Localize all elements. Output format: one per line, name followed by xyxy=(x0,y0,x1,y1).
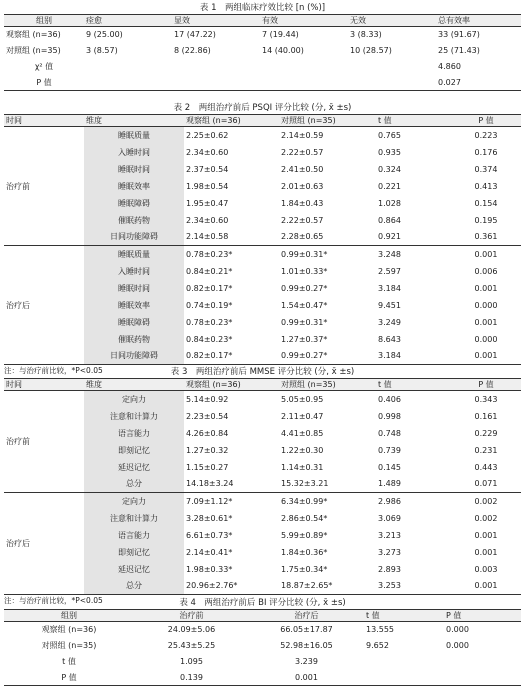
table-cell: 3.273 xyxy=(378,547,401,557)
table-cell xyxy=(444,670,521,686)
table-2-note: 注：与治疗前比较，*P<0.05 xyxy=(4,366,103,375)
table-cell xyxy=(444,654,521,670)
dimension-label: 睡眠质量 xyxy=(84,127,184,144)
dimension-label: 日间功能障碍 xyxy=(84,348,184,365)
table-cell: 2.01±0.63 xyxy=(281,181,324,191)
table-cell: 2.986 xyxy=(378,496,401,506)
table-cell: 2.893 xyxy=(378,564,401,574)
table-cell: 0.229 xyxy=(474,428,498,438)
table-cell: 1.95±0.47 xyxy=(186,198,229,208)
table-1-section xyxy=(4,2,521,91)
table-cell: 0.000 xyxy=(474,300,498,310)
table-cell xyxy=(348,59,436,75)
table-3-header-cell: 维度 xyxy=(86,380,102,389)
table-1-header-cell: 组别 xyxy=(36,16,52,25)
table-1-header-cell: 显效 xyxy=(174,16,190,25)
table-2-header-cell: 观察组 (n=36) xyxy=(186,116,241,125)
table-cell: 0.176 xyxy=(474,147,498,157)
table-cell: 7.09±1.12* xyxy=(186,496,233,506)
table-cell: 2.22±0.57 xyxy=(281,215,324,225)
table-cell: 1.75±0.34* xyxy=(281,564,328,574)
table-cell: 观察组 (n=36) xyxy=(41,625,97,635)
table-cell: 1.84±0.43 xyxy=(281,198,324,208)
table-cell: 对照组 (n=35) xyxy=(41,641,97,650)
table-cell: 0.139 xyxy=(180,672,203,682)
table-cell: 0.001 xyxy=(474,581,498,591)
table-cell: 0.027 xyxy=(438,77,461,87)
table-cell xyxy=(260,59,348,75)
table-row xyxy=(4,27,521,43)
group-label: 治疗后 xyxy=(6,300,30,310)
table-cell: 2.34±0.60 xyxy=(186,215,229,225)
dimension-label: 睡眠障碍 xyxy=(84,195,184,212)
table-cell xyxy=(364,670,444,686)
table-cell: 0.001 xyxy=(474,351,498,361)
table-cell: 0.361 xyxy=(474,232,498,242)
dimension-label: 睡眠质量 xyxy=(84,246,184,263)
table-cell: 8.643 xyxy=(378,334,401,344)
table-3-header-cell: P 值 xyxy=(478,380,494,389)
table-cell: 0.413 xyxy=(474,181,498,191)
table-cell: 1.01±0.33* xyxy=(281,266,328,276)
table-3-header-cell: t 值 xyxy=(378,380,392,389)
table-2-header-cell: P 值 xyxy=(478,116,494,125)
table-cell: 9.451 xyxy=(378,300,401,310)
table-cell: 1.22±0.30 xyxy=(281,445,324,455)
table-cell xyxy=(84,75,172,91)
table-1-header-cell: 有效 xyxy=(262,16,278,25)
table-row xyxy=(4,59,521,75)
table-cell: 1.98±0.33* xyxy=(186,564,233,574)
table-cell: 13.555 xyxy=(366,625,394,635)
table-cell: 6.34±0.99* xyxy=(281,496,328,506)
table-2 xyxy=(4,114,521,365)
table-3-header-cell: 观察组 (n=36) xyxy=(186,380,241,389)
table-cell: 0.82±0.17* xyxy=(186,351,233,361)
table-cell: 0.000 xyxy=(474,334,498,344)
table-cell: 0.001 xyxy=(474,547,498,557)
table-cell: P 值 xyxy=(36,77,52,87)
table-cell: 2.34±0.60 xyxy=(186,147,229,157)
table-cell: 0.99±0.31* xyxy=(281,249,328,259)
table-cell: 1.98±0.54 xyxy=(186,181,229,191)
table-row xyxy=(4,638,521,654)
dimension-label: 注意和计算力 xyxy=(84,408,184,425)
table-cell: 2.22±0.57 xyxy=(281,147,324,157)
table-cell: 0.221 xyxy=(378,181,401,191)
table-3 xyxy=(4,378,521,595)
table-cell: 0.78±0.23* xyxy=(186,317,233,327)
dimension-label: 睡眠时间 xyxy=(84,161,184,178)
table-cell: 3.184 xyxy=(378,351,401,361)
table-cell: 10 (28.57) xyxy=(350,46,392,55)
table-cell xyxy=(84,59,172,75)
table-row xyxy=(4,654,521,670)
table-cell: 24.09±5.06 xyxy=(167,625,216,635)
table-cell: 0.406 xyxy=(378,394,401,404)
table-cell: 0.001 xyxy=(474,317,498,327)
group-label: 治疗后 xyxy=(6,539,30,548)
dimension-label: 注意和计算力 xyxy=(84,510,184,527)
table-cell: 3.213 xyxy=(378,530,401,540)
table-cell: χ² 值 xyxy=(34,62,54,71)
table-row xyxy=(4,622,521,638)
table-cell: 3.184 xyxy=(378,283,401,293)
table-cell: 7 (19.44) xyxy=(262,30,299,40)
table-4-header-cell: 治疗后 xyxy=(294,611,319,620)
table-cell: 4.41±0.85 xyxy=(281,428,324,438)
table-cell: 对照组 (n=35) xyxy=(6,46,61,55)
table-cell: 0.748 xyxy=(378,428,401,438)
table-cell: 0.001 xyxy=(295,672,318,682)
table-row xyxy=(4,43,521,59)
table-cell: 1.095 xyxy=(180,657,203,666)
table-cell: 1.27±0.32 xyxy=(186,445,229,455)
table-cell: 2.86±0.54* xyxy=(281,513,328,523)
table-cell xyxy=(364,654,444,670)
table-cell: 1.27±0.37* xyxy=(281,334,328,344)
table-cell: 52.98±16.05 xyxy=(280,641,333,650)
table-row xyxy=(4,75,521,91)
table-cell: 14.18±3.24 xyxy=(186,479,234,489)
table-cell: 2.25±0.62 xyxy=(186,130,229,140)
table-cell: 5.99±0.89* xyxy=(281,530,328,540)
table-cell: 0.001 xyxy=(474,530,498,540)
table-3-header-cell: 对照组 (n=35) xyxy=(281,380,336,389)
table-cell: 6.61±0.73* xyxy=(186,530,233,540)
table-cell: 1.54±0.47* xyxy=(281,300,328,310)
table-row xyxy=(4,670,521,686)
table-cell: 0.82±0.17* xyxy=(186,283,233,293)
table-cell: 0.002 xyxy=(474,496,498,506)
dimension-label: 定向力 xyxy=(84,391,184,408)
table-2-header-row xyxy=(4,115,521,127)
table-1-header-row xyxy=(4,15,521,27)
table-cell: 0.343 xyxy=(474,394,498,404)
table-4-title: 表 4 两组治疗前后 BI 评分比较 (分, x̄ ±s) xyxy=(179,598,346,608)
table-cell: 0.921 xyxy=(378,232,401,242)
table-cell: 0.99±0.27* xyxy=(281,283,328,293)
table-4-header-cell: 治疗前 xyxy=(179,611,204,620)
dimension-label: 入睡时间 xyxy=(84,263,184,280)
table-2-header-cell: 对照组 (n=35) xyxy=(281,116,336,125)
table-cell: 3 (8.57) xyxy=(86,46,118,55)
table-cell: 0.998 xyxy=(378,411,401,421)
table-row xyxy=(4,493,521,510)
table-row xyxy=(4,127,521,144)
table-cell: 0.002 xyxy=(474,513,498,523)
table-cell: 0.99±0.31* xyxy=(281,317,328,327)
table-cell: 2.14±0.58 xyxy=(186,232,229,242)
table-cell xyxy=(348,75,436,91)
table-2-title: 表 2 两组治疗前后 PSQI 评分比较 (分, x̄ ±s) xyxy=(173,103,352,113)
table-cell: 3.069 xyxy=(378,513,401,523)
table-cell: 5.14±0.92 xyxy=(186,394,229,404)
table-cell: 18.87±2.65* xyxy=(281,581,333,591)
table-cell: 33 (91.67) xyxy=(438,30,480,40)
dimension-label: 延迟记忆 xyxy=(84,561,184,578)
table-3-title: 表 3 两组治疗前后 MMSE 评分比较 (分, x̄ ±s) xyxy=(170,367,355,377)
table-cell: 2.41±0.50 xyxy=(281,164,324,174)
table-4-header-row xyxy=(4,610,521,622)
table-cell xyxy=(260,75,348,91)
table-cell xyxy=(172,59,260,75)
table-cell: 17 (47.22) xyxy=(174,30,216,40)
table-cell: 4.26±0.84 xyxy=(186,428,229,438)
table-cell: t 值 xyxy=(62,657,76,666)
group-label: 治疗前 xyxy=(6,437,30,446)
table-cell: 0.161 xyxy=(474,411,498,421)
table-cell: 0.84±0.21* xyxy=(186,266,233,276)
table-3-header-row xyxy=(4,379,521,391)
dimension-label: 入睡时间 xyxy=(84,144,184,161)
table-cell: 0.74±0.19* xyxy=(186,300,233,310)
dimension-label: 即刻记忆 xyxy=(84,544,184,561)
table-cell: 0.003 xyxy=(474,564,498,574)
table-4-header-cell: 组别 xyxy=(61,611,77,620)
dimension-label: 语言能力 xyxy=(84,425,184,442)
table-cell: 2.14±0.41* xyxy=(186,547,233,557)
table-cell: 0.195 xyxy=(474,215,498,225)
table-cell: 0.324 xyxy=(378,164,401,174)
table-cell: 9.652 xyxy=(366,641,389,650)
dimension-label: 即刻记忆 xyxy=(84,442,184,459)
dimension-label: 睡眠障碍 xyxy=(84,314,184,331)
table-cell: 2.11±0.47 xyxy=(281,411,324,421)
dimension-label: 总分 xyxy=(84,476,184,493)
table-cell: 2.37±0.54 xyxy=(186,164,229,174)
table-3-section xyxy=(4,366,521,606)
group-label: 治疗前 xyxy=(6,181,30,191)
table-cell: 4.860 xyxy=(438,62,461,71)
dimension-label: 语言能力 xyxy=(84,527,184,544)
table-cell: 0.071 xyxy=(474,479,498,489)
dimension-label: 日间功能障碍 xyxy=(84,229,184,246)
dimension-label: 催眠药物 xyxy=(84,331,184,348)
table-cell: 2.28±0.65 xyxy=(281,232,324,242)
dimension-label: 延迟记忆 xyxy=(84,459,184,476)
table-4 xyxy=(4,609,521,686)
table-cell: 14 (40.00) xyxy=(262,46,304,55)
table-cell: 2.14±0.59 xyxy=(281,130,324,140)
table-2-header-cell: 时间 xyxy=(6,116,22,125)
table-row xyxy=(4,246,521,263)
table-4-header-cell: P 值 xyxy=(446,611,462,620)
table-1-title: 表 1 两组临床疗效比较 [n (%)] xyxy=(199,3,326,13)
table-cell: 15.32±3.21 xyxy=(281,479,329,489)
table-cell xyxy=(172,75,260,91)
table-cell: 8 (22.86) xyxy=(174,46,211,55)
table-cell: 9 (25.00) xyxy=(86,30,123,40)
table-cell: 1.84±0.36* xyxy=(281,547,328,557)
table-cell: 0.006 xyxy=(474,266,498,276)
table-cell: 1.15±0.27 xyxy=(186,462,229,472)
dimension-label: 总分 xyxy=(84,578,184,595)
table-cell: 0.374 xyxy=(474,164,498,174)
table-cell: 3.248 xyxy=(378,249,401,259)
dimension-label: 睡眠时间 xyxy=(84,280,184,297)
table-cell: 0.935 xyxy=(378,147,401,157)
table-2-header-cell: t 值 xyxy=(378,116,392,125)
table-cell: 20.96±2.76* xyxy=(186,581,238,591)
dimension-label: 睡眠效率 xyxy=(84,178,184,195)
table-cell: 0.99±0.27* xyxy=(281,351,328,361)
table-cell: 0.145 xyxy=(378,462,401,472)
table-cell: 0.001 xyxy=(474,249,498,259)
table-cell: 0.84±0.23* xyxy=(186,334,233,344)
table-4-header-cell: t 值 xyxy=(366,611,380,620)
table-cell: 3 (8.33) xyxy=(350,30,382,40)
table-cell: 3.239 xyxy=(295,657,318,666)
table-cell: P 值 xyxy=(61,672,77,682)
table-cell: 0.223 xyxy=(474,130,498,140)
table-cell: 0.154 xyxy=(474,198,498,208)
table-cell: 25.43±5.25 xyxy=(167,641,216,650)
table-1-header-cell: 痊愈 xyxy=(86,16,102,25)
table-3-note: 注：与治疗前比较，*P<0.05 xyxy=(4,596,103,605)
dimension-label: 催眠药物 xyxy=(84,212,184,229)
table-1-header-cell: 总有效率 xyxy=(438,16,470,25)
table-cell: 2.597 xyxy=(378,266,401,276)
table-4-section xyxy=(4,597,521,686)
table-cell: 3.28±0.61* xyxy=(186,513,233,523)
table-cell: 66.05±17.87 xyxy=(280,625,333,635)
dimension-label: 睡眠效率 xyxy=(84,297,184,314)
table-2-header-cell: 维度 xyxy=(86,116,102,125)
table-cell: 观察组 (n=36) xyxy=(6,30,61,40)
table-1 xyxy=(4,14,521,91)
table-1-header-cell: 无效 xyxy=(350,16,366,25)
table-2-section xyxy=(4,102,521,376)
table-cell: 0.000 xyxy=(446,641,469,650)
table-cell: 0.864 xyxy=(378,215,401,225)
dimension-label: 定向力 xyxy=(84,493,184,510)
table-3-header-cell: 时间 xyxy=(6,380,22,389)
table-cell: 0.000 xyxy=(446,625,469,635)
table-cell: 1.14±0.31 xyxy=(281,462,324,472)
table-row xyxy=(4,391,521,408)
table-cell: 0.231 xyxy=(474,445,498,455)
table-cell: 1.028 xyxy=(378,198,401,208)
table-cell: 2.23±0.54 xyxy=(186,411,229,421)
table-cell: 0.78±0.23* xyxy=(186,249,233,259)
table-cell: 3.253 xyxy=(378,581,401,591)
table-cell: 1.489 xyxy=(378,479,401,489)
table-cell: 0.765 xyxy=(378,130,401,140)
table-cell: 0.001 xyxy=(474,283,498,293)
table-cell: 25 (71.43) xyxy=(438,46,480,55)
table-cell: 0.443 xyxy=(474,462,498,472)
table-cell: 5.05±0.95 xyxy=(281,394,324,404)
table-cell: 3.249 xyxy=(378,317,401,327)
table-cell: 0.739 xyxy=(378,445,401,455)
